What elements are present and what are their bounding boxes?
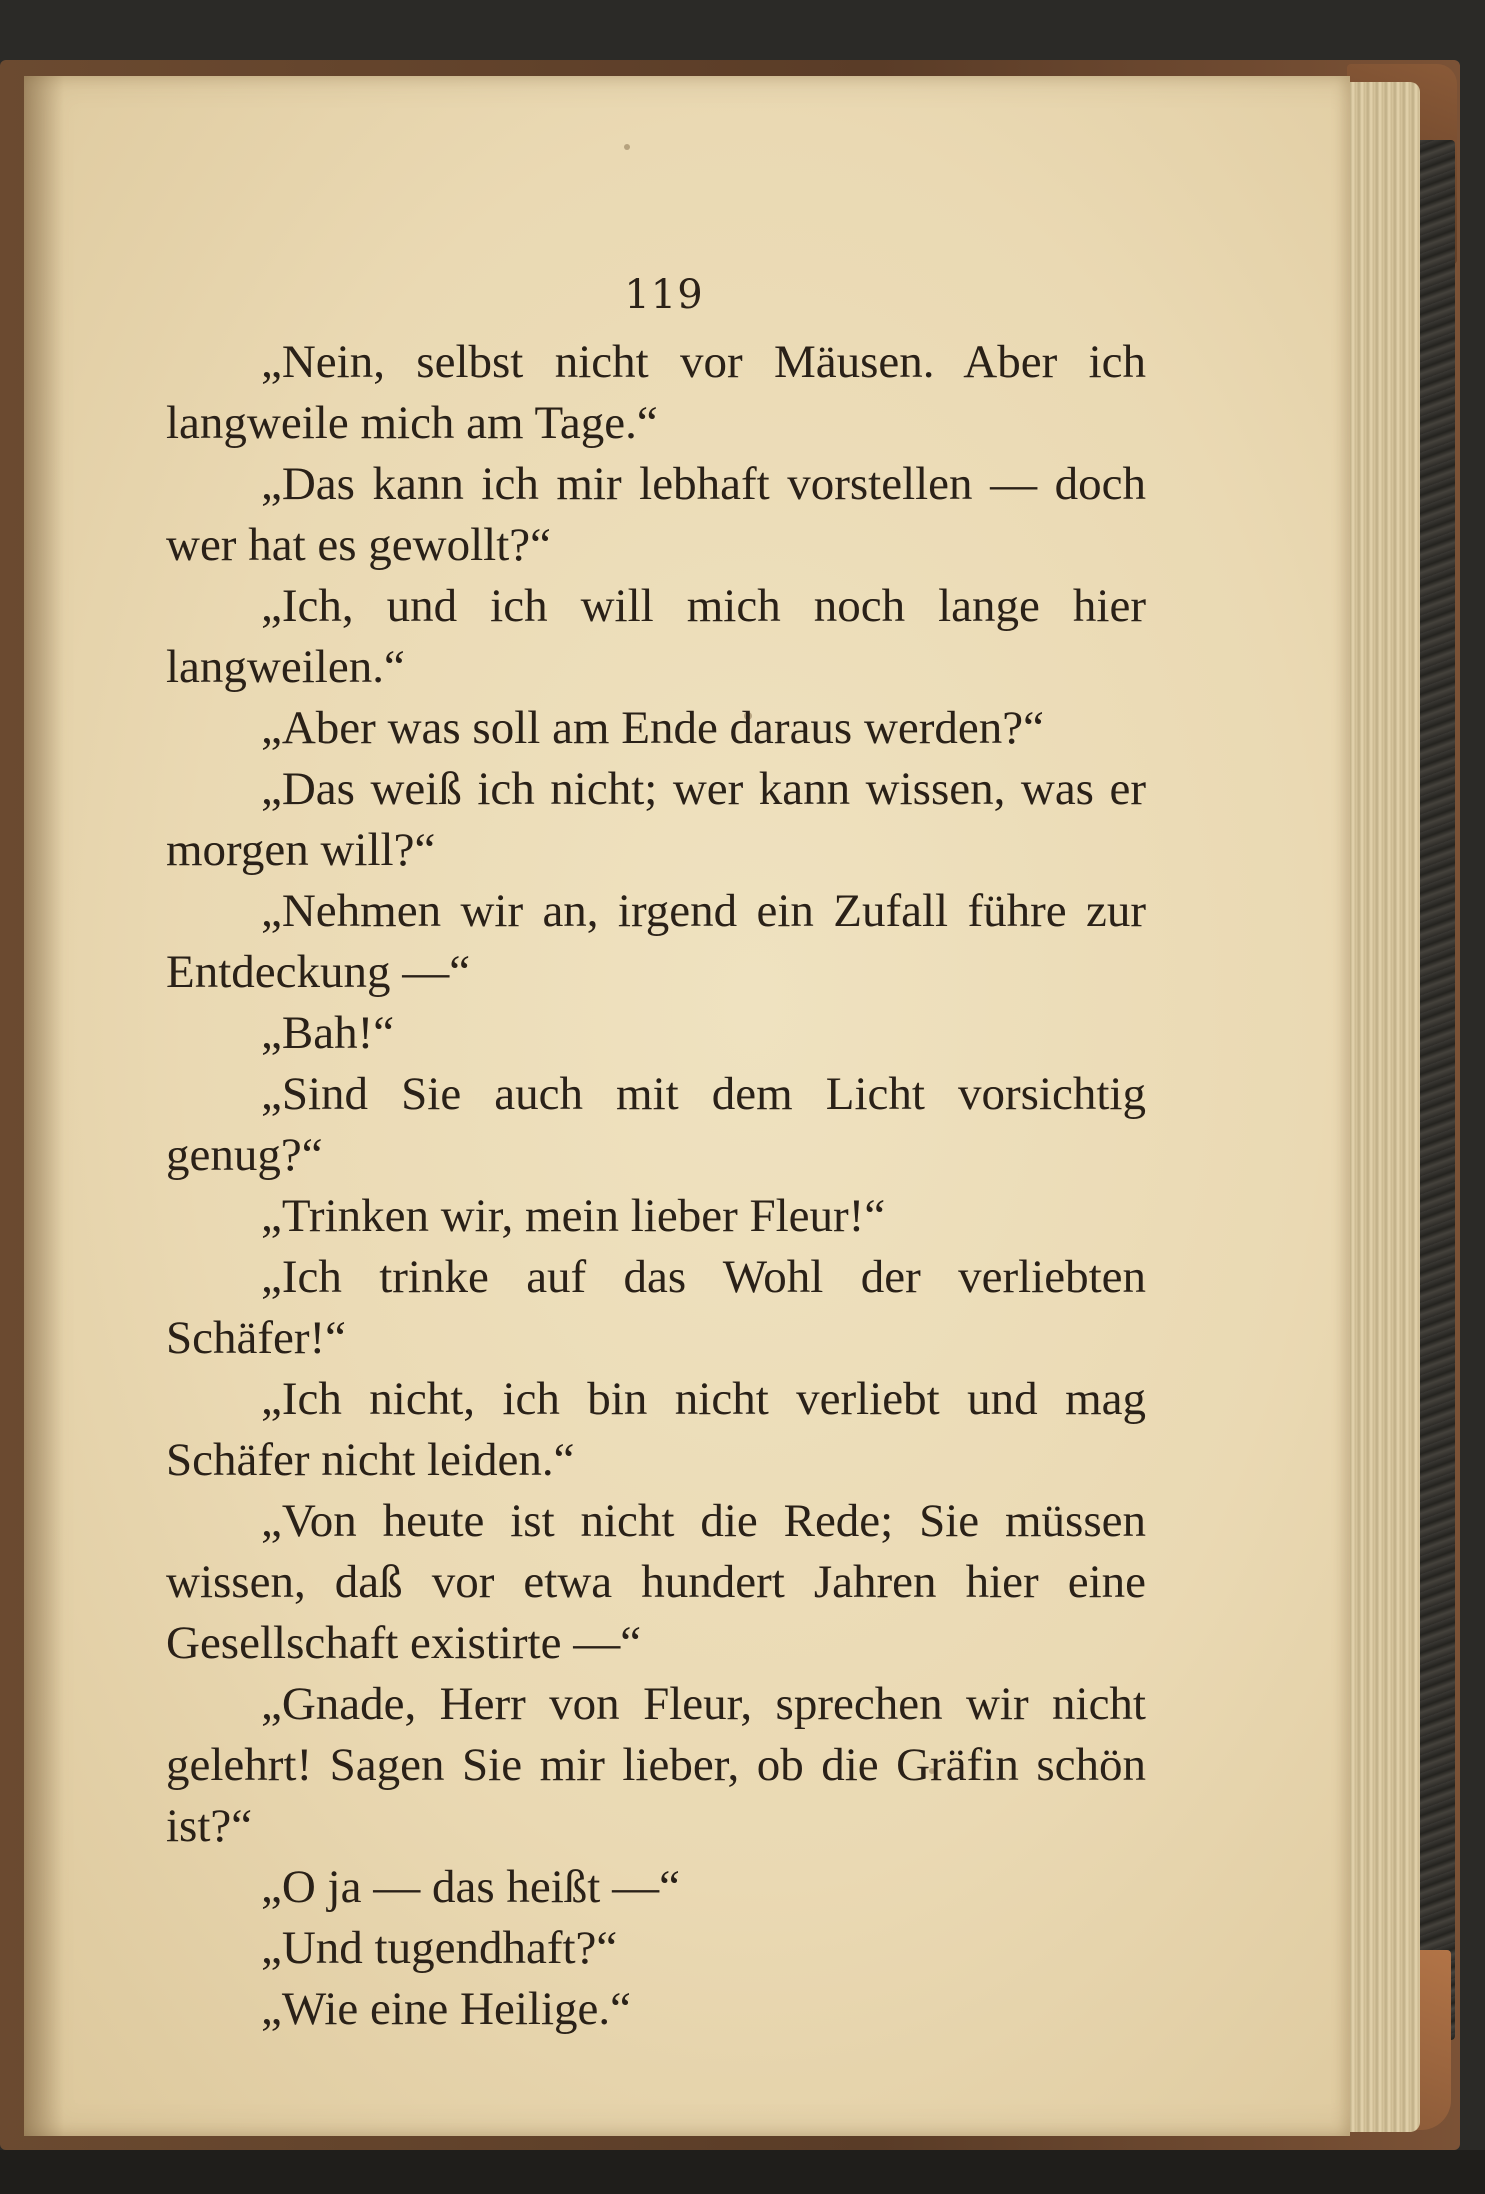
- paragraph: „Ich nicht, ich bin nicht verliebt und mag Schäfer nicht leiden.“: [166, 1373, 1146, 1486]
- body-text: [166, 332, 1146, 2040]
- paragraph: „Das weiß ich nicht; wer kann wissen, was er morgen will?“: [166, 763, 1146, 876]
- paragraph: „Nehmen wir an, irgend ein Zufall führe zur Entdeckung —“: [166, 885, 1146, 998]
- scan-bottom-band: [0, 2150, 1485, 2194]
- paragraph: „Wie eine Heilige.“: [261, 1983, 631, 2035]
- page-number: 119: [624, 272, 704, 318]
- paragraph: „Das kann ich mir lebhaft vorstellen — doch wer hat es gewollt?“: [166, 458, 1146, 571]
- paragraph: „Aber was soll am Ende daraus werden?“: [261, 702, 1045, 754]
- paragraph: „O ja — das heißt —“: [261, 1861, 680, 1913]
- paragraph: „Nein, selbst nicht vor Mäusen. Aber ich langweile mich am Tage.“: [166, 336, 1146, 449]
- paragraph: „Ich trinke auf das Wohl der verliebten Schäfer!“: [166, 1251, 1146, 1364]
- paragraph: „Und tugendhaft?“: [261, 1922, 618, 1974]
- gutter-shadow: [24, 76, 64, 2136]
- paragraph: „Sind Sie auch mit dem Licht vorsichtig genug?“: [166, 1068, 1146, 1181]
- paragraph: „Bah!“: [261, 1007, 395, 1059]
- paper-speck: [624, 144, 630, 150]
- paragraph: „Gnade, Herr von Fleur, sprechen wir nicht gelehrt! Sagen Sie mir lieber, ob die Gräfin schön ist?“: [166, 1678, 1146, 1852]
- paragraph: „Von heute ist nicht die Rede; Sie müssen wissen, daß vor etwa hundert Jahren hier eine Gesellschaft existirte —“: [166, 1495, 1146, 1669]
- book-page: [24, 76, 1350, 2136]
- paragraph: „Ich, und ich will mich noch lange hier langweilen.“: [166, 580, 1146, 693]
- paragraph: „Trinken wir, mein lieber Fleur!“: [261, 1190, 886, 1242]
